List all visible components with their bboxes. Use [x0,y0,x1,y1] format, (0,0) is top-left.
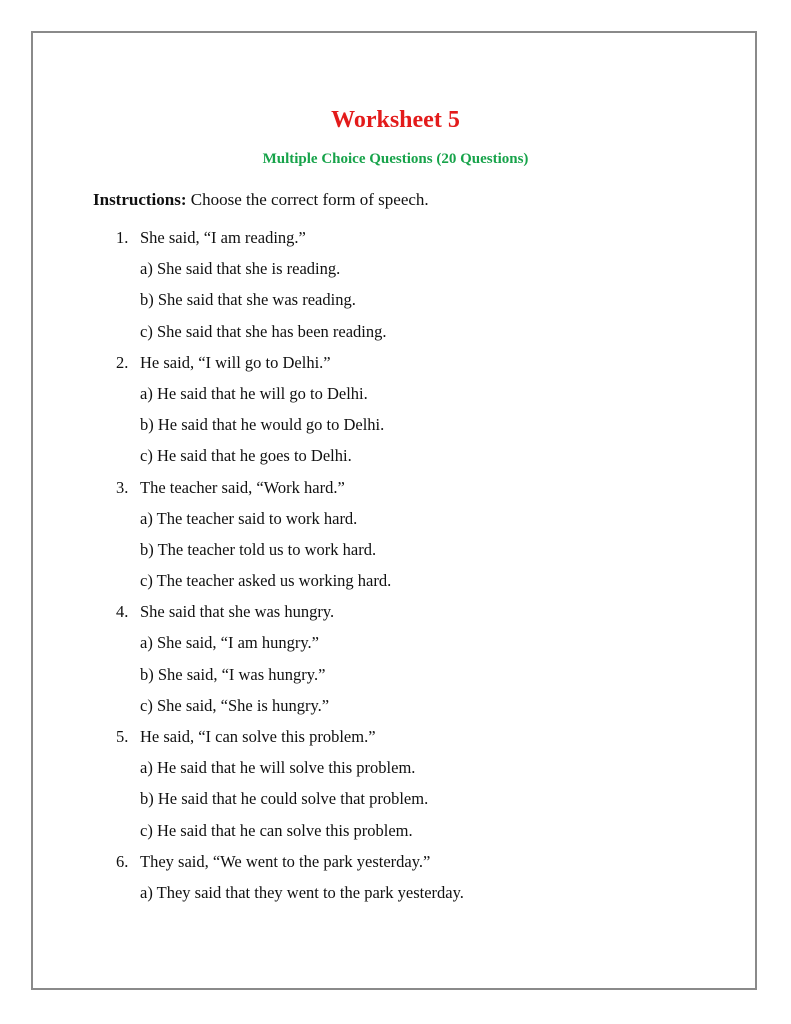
question-number: 3. [116,477,129,497]
option-text: c) He said that he goes to Delhi. [140,446,352,466]
answer-option [0,695,791,726]
answer-option [0,539,791,570]
answer-option [0,289,791,320]
option-text: a) He said that he will solve this problem. [140,758,416,778]
option-text: c) The teacher asked us working hard. [140,571,392,591]
answer-option [0,882,791,913]
question-item [0,477,791,508]
answer-option [0,788,791,819]
question-text: She said that she was hungry. [140,602,335,622]
question-text: He said, “I will go to Delhi.” [140,352,331,372]
option-text: b) He said that he could solve that problem. [140,789,429,809]
answer-option [0,664,791,695]
option-text: a) They said that they went to the park yesterday. [140,882,464,902]
answer-option [0,508,791,539]
question-text: The teacher said, “Work hard.” [140,477,345,497]
worksheet-subtitle: Multiple Choice Questions (20 Questions) [262,151,529,167]
answer-option [0,570,791,601]
question-item [0,352,791,383]
question-text: She said, “I am reading.” [140,228,306,247]
instructions [93,189,429,211]
worksheet-title: Worksheet 5 [331,107,460,133]
question-list [0,227,791,913]
answer-option [0,445,791,476]
instructions-text: Choose the correct form of speech. [186,190,429,209]
question-text: They said, “We went to the park yesterday.” [140,851,431,871]
answer-option [0,258,791,289]
answer-option [0,820,791,851]
option-text: a) She said that she is reading. [140,259,341,279]
question-item [0,726,791,757]
option-text: a) The teacher said to work hard. [140,508,358,528]
question-item [0,227,791,258]
instructions-label: Instructions: [93,190,187,209]
question-number: 4. [116,602,129,622]
option-text: c) He said that he can solve this problem. [140,820,413,840]
option-text: a) He said that he will go to Delhi. [140,383,368,403]
answer-option [0,321,791,352]
answer-option [0,632,791,663]
option-text: b) He said that he would go to Delhi. [140,415,385,435]
question-item [0,851,791,882]
option-text: b) The teacher told us to work hard. [140,539,377,559]
answer-option [0,757,791,788]
option-text: c) She said, “She is hungry.” [140,695,330,715]
answer-option [0,414,791,445]
option-text: a) She said, “I am hungry.” [140,633,319,653]
option-text: b) She said, “I was hungry.” [140,664,326,684]
option-text: c) She said that she has been reading. [140,321,387,341]
question-item [0,601,791,632]
answer-option [0,383,791,414]
question-number: 2. [116,352,129,372]
question-number: 5. [116,727,129,746]
question-text: He said, “I can solve this problem.” [140,727,376,746]
option-text: b) She said that she was reading. [140,290,356,310]
question-number: 6. [116,851,129,871]
question-number: 1. [116,228,129,247]
